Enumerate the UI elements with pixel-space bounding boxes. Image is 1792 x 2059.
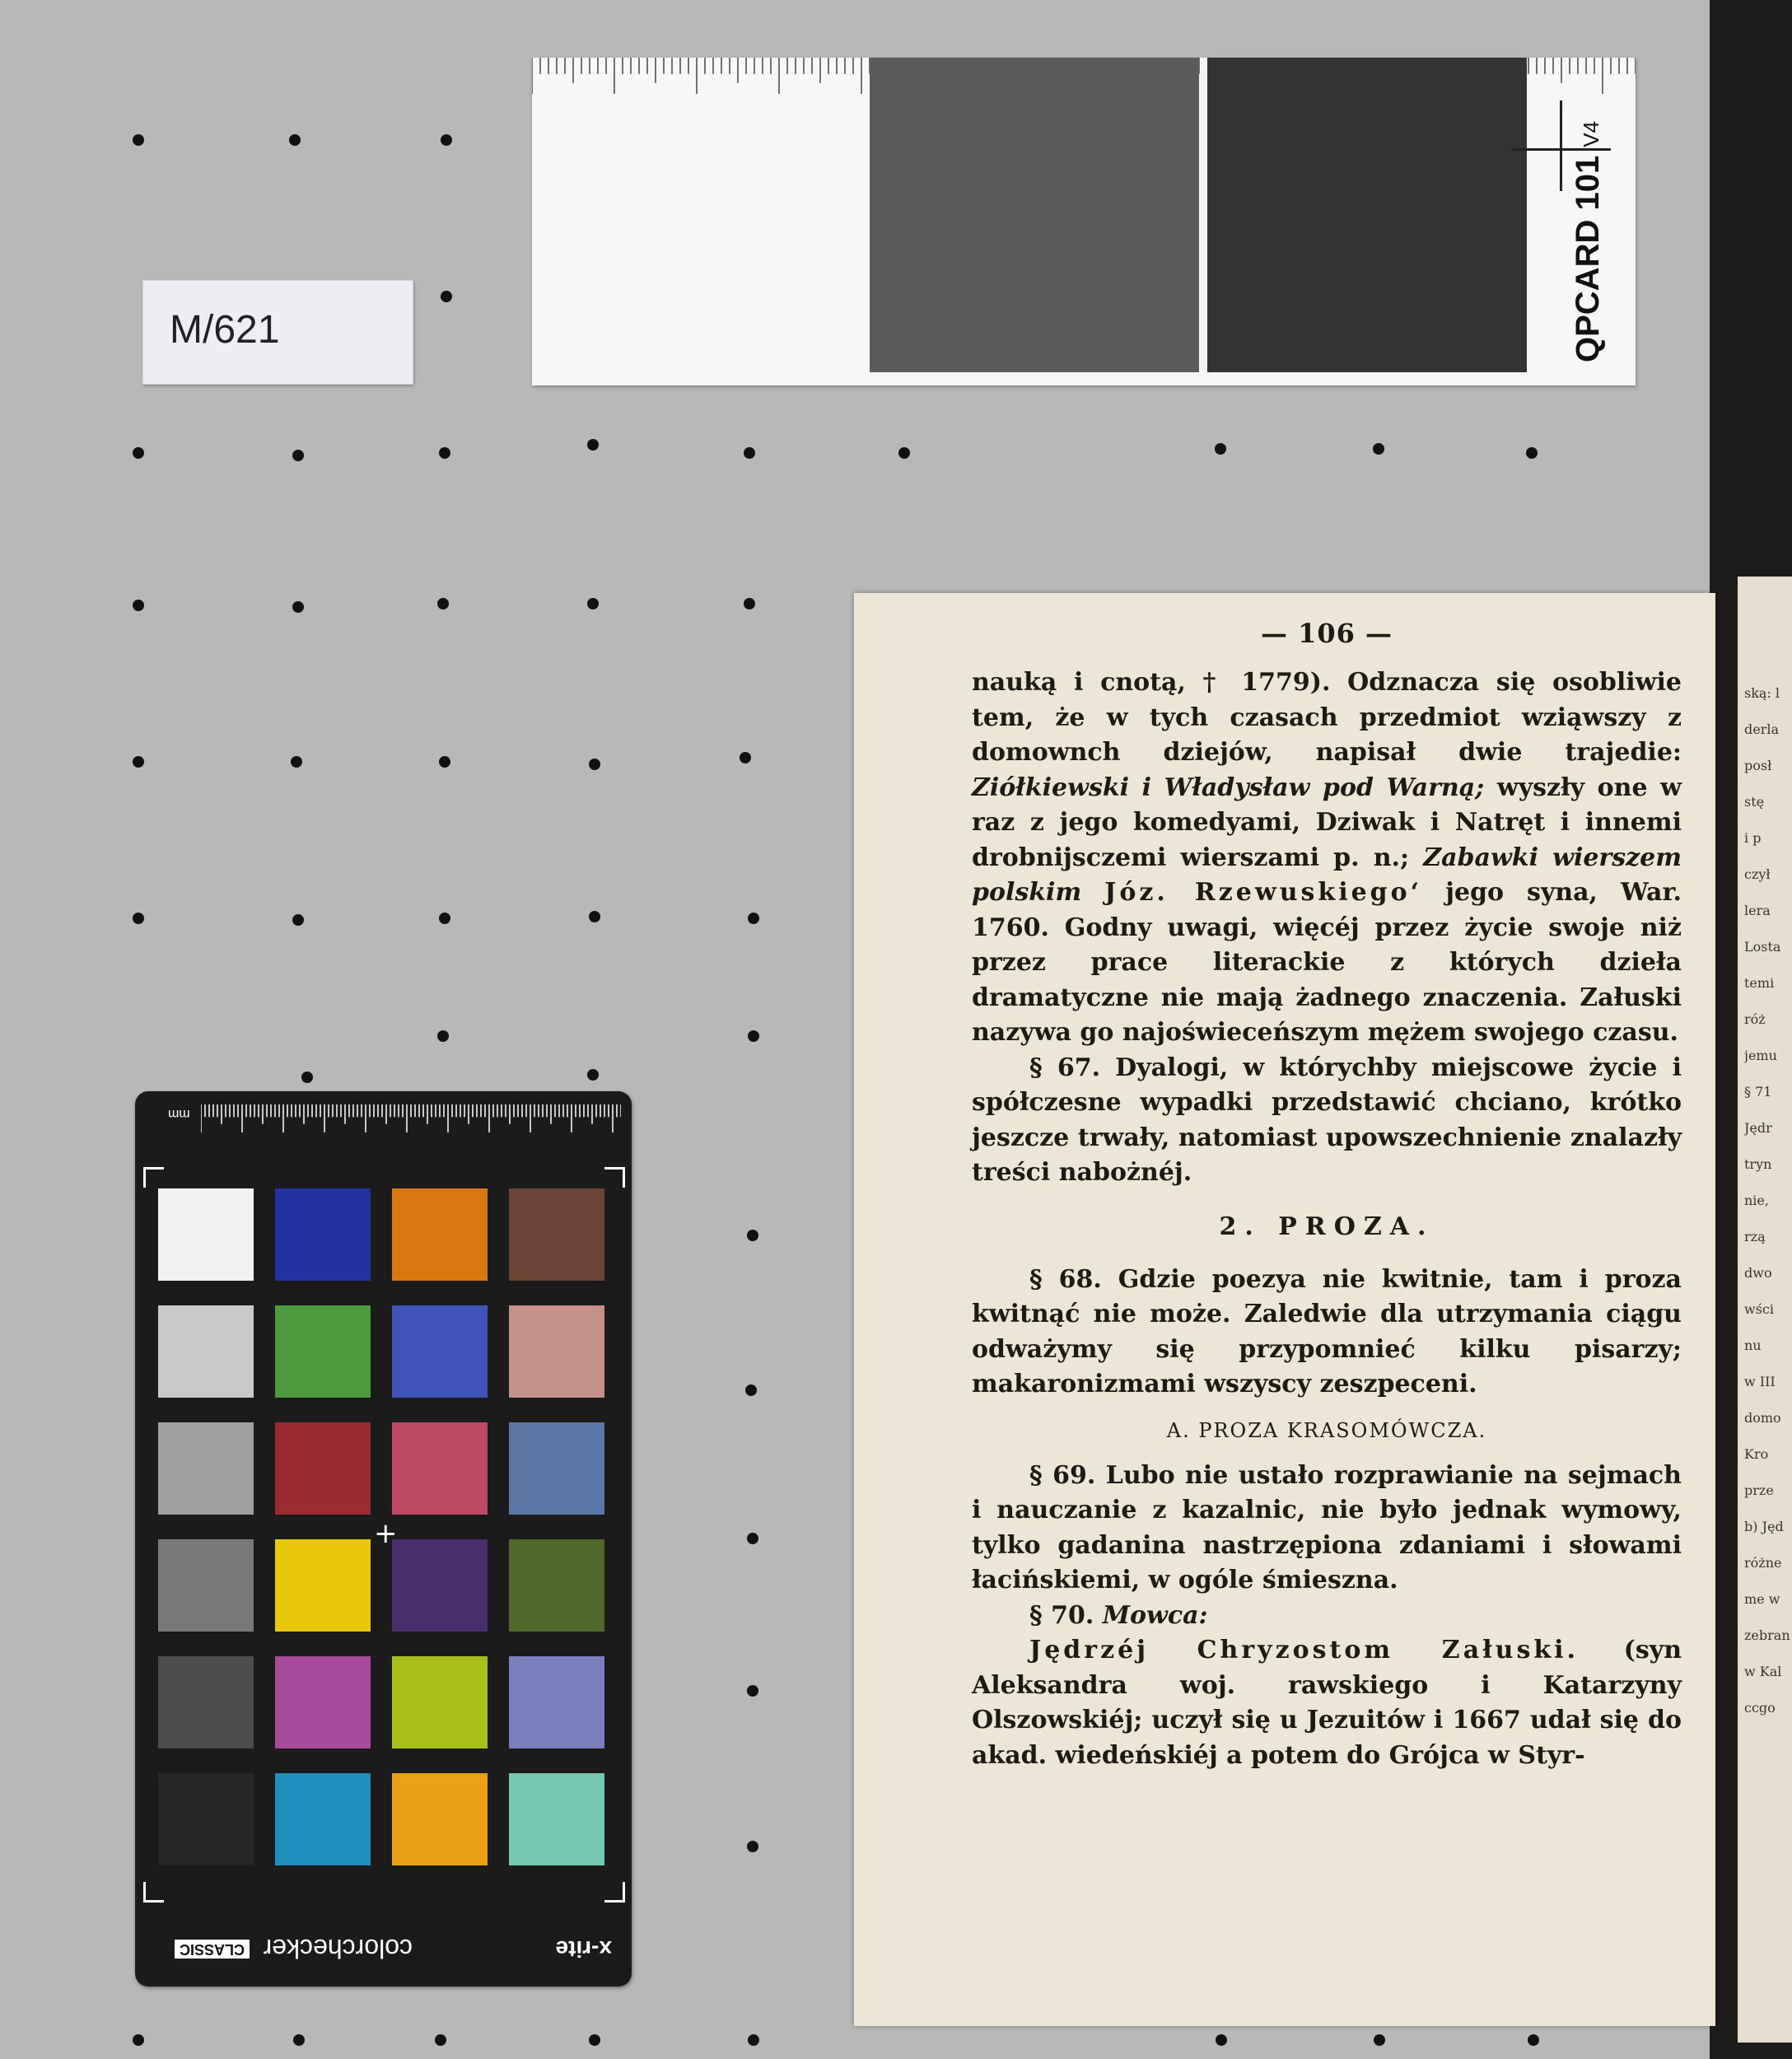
peg-hole <box>1526 447 1538 459</box>
crosshair-mark <box>1560 100 1562 191</box>
facing-page-line: nie, <box>1744 1193 1769 1208</box>
facing-page-line: dwo <box>1744 1265 1772 1281</box>
peg-hole <box>133 447 144 459</box>
color-swatch <box>275 1773 371 1865</box>
peg-hole <box>133 913 144 924</box>
peg-hole <box>441 134 452 146</box>
peg-hole <box>587 1069 599 1081</box>
facing-page-line: róż <box>1744 1011 1766 1027</box>
peg-hole <box>747 1230 758 1241</box>
color-swatch <box>158 1188 254 1281</box>
color-swatch <box>392 1656 488 1749</box>
color-swatch <box>392 1773 488 1865</box>
facing-page-line: czył <box>1744 866 1771 882</box>
facing-page-line: stę <box>1744 794 1765 810</box>
color-swatch <box>392 1305 488 1398</box>
gray-patch-divider <box>1201 58 1207 372</box>
gray-patch-dark <box>870 58 1199 372</box>
facing-page-line: § 71 <box>1744 1084 1772 1100</box>
color-swatch <box>158 1773 254 1865</box>
facing-page-line: temi <box>1744 975 1775 991</box>
colorchecker-card <box>135 1091 632 1987</box>
facing-page-line: prze <box>1744 1482 1774 1498</box>
facing-page-line: Losta <box>1744 939 1781 955</box>
paragraph-70-body: Jędrzéj Chryzostom Załuski. (syn Aleksandra woj. rawskiego i Katarzyny Olszowskiéj; uczył się u Jezuitów i 1667 udał się do akad. wiedeńskiéj a potem do Grójca w Styr- <box>972 1636 1682 1770</box>
color-swatch <box>509 1539 604 1632</box>
peg-hole <box>301 1072 313 1083</box>
color-swatch <box>158 1422 254 1515</box>
facing-page-line: rzą <box>1744 1229 1766 1244</box>
peg-hole <box>133 756 144 768</box>
facing-page-line: me w <box>1744 1591 1780 1607</box>
facing-page-line: Kro <box>1744 1446 1769 1462</box>
facing-page-line: lera <box>1744 903 1771 918</box>
peg-hole <box>744 598 755 609</box>
color-swatch <box>275 1188 371 1281</box>
frame-corner-br <box>604 1882 625 1903</box>
paragraph-1: nauką i cnotą, † 1779). Odznacza się osobliwie tem, że w tych czasach przedmiot wziąwszy z domownch dziejów, napisał dwie trajedie: Ziółkiewski i Władysław pod Warną; wyszły one w raz z jego komedyami, Dziwak i Natręt i innemi drobnijsczemi wierszami p. n.; Zabawki wierszem polskim Józ. Rzewuskiego‘ jego syna, War. 1760. Godny uwagi, więcéj przez życie swoje niż przez prace literackie z których dzieła dramatyczne nie mają żadnego znaczenia. Załuski nazywa go najoświeceńszym mężem swojego czasu. <box>972 668 1682 1047</box>
color-swatch <box>392 1422 488 1515</box>
page-number: — 106 — <box>1260 618 1393 649</box>
peg-hole <box>589 759 600 770</box>
peg-hole <box>292 601 304 613</box>
peg-hole <box>439 913 450 924</box>
qpcard-name: QPCARD 101 <box>1570 155 1606 362</box>
color-swatch <box>392 1539 488 1632</box>
peg-hole <box>439 447 450 459</box>
paragraph-69: § 69. Lubo nie ustało rozprawianie na sejmach i nauczanie z kazalnic, nie było jednak wymowy, tylko gadanina nastrzępiona zdaniami i słowami łacińskiemi, w ogóle śmieszna. <box>972 1460 1682 1594</box>
peg-hole <box>289 134 301 146</box>
peg-hole <box>898 447 910 459</box>
qpcard-gray-scale <box>532 58 1636 385</box>
color-swatch <box>275 1305 371 1398</box>
peg-hole <box>291 756 302 768</box>
facing-page-line: tryn <box>1744 1156 1772 1172</box>
peg-hole <box>133 2034 144 2046</box>
peg-hole <box>441 291 452 302</box>
peg-hole <box>1373 443 1384 455</box>
color-swatch <box>509 1773 604 1865</box>
peg-hole <box>1374 2034 1385 2046</box>
colorchecker-branding <box>156 1927 617 1968</box>
gray-patch-darker <box>1207 58 1527 372</box>
subsection-heading: A. PROZA KRASOMÓWCZA. <box>1166 1418 1487 1442</box>
peg-hole <box>1216 2034 1227 2046</box>
facing-page-line: ską: l <box>1744 685 1780 701</box>
catalog-number: M/621 <box>170 308 280 352</box>
peg-hole <box>437 598 449 609</box>
peg-hole <box>1528 2034 1539 2046</box>
classic-badge: CLASSIC <box>175 1940 250 1959</box>
color-swatch <box>158 1305 254 1398</box>
catalog-label <box>142 280 413 385</box>
peg-hole <box>293 2034 305 2046</box>
color-swatch <box>509 1656 604 1749</box>
peg-hole <box>439 756 450 768</box>
peg-hole <box>133 134 144 146</box>
facing-page-line: posł <box>1744 758 1772 773</box>
xrite-logo: x-rite <box>555 1936 612 1962</box>
peg-hole <box>587 598 599 609</box>
peg-hole <box>747 1533 758 1544</box>
peg-hole <box>747 1841 758 1852</box>
peg-hole <box>589 911 600 922</box>
facing-page-line: Jędr <box>1744 1120 1772 1136</box>
mm-label: mm <box>168 1107 190 1121</box>
facing-page-line: nu <box>1744 1338 1762 1353</box>
peg-hole <box>437 1030 449 1042</box>
frame-corner-bl <box>143 1882 164 1903</box>
page-body <box>972 618 1682 1773</box>
color-swatch <box>158 1539 254 1632</box>
facing-page-line: w Kal <box>1744 1664 1782 1679</box>
facing-page-line: wści <box>1744 1301 1774 1317</box>
qpcard-brand <box>1570 120 1619 379</box>
facing-page-line: w III <box>1744 1374 1776 1389</box>
color-swatch <box>275 1422 371 1515</box>
peg-hole <box>748 2034 759 2046</box>
color-swatch <box>392 1188 488 1281</box>
peg-hole <box>744 447 755 459</box>
peg-hole <box>1215 443 1226 455</box>
facing-page-line: różne <box>1744 1555 1782 1571</box>
facing-page-line: derla <box>1744 721 1780 737</box>
peg-hole <box>292 450 304 461</box>
facing-page-line: i p <box>1744 830 1762 846</box>
paragraph-68: § 68. Gdzie poezya nie kwitnie, tam i proza kwitnąć nie może. Zaledwie dla utrzymania ciągu odważymy się przypomnieć kilku pisarzy; makaronizmami wszyscy zeszpeceni. <box>972 1264 1682 1398</box>
section-heading: 2. PROZA. <box>1219 1212 1435 1241</box>
peg-hole <box>748 913 759 924</box>
center-cross-mark: + <box>374 1517 398 1550</box>
facing-page-line: zebran <box>1744 1627 1790 1643</box>
color-swatch <box>275 1539 371 1632</box>
peg-hole <box>435 2034 446 2046</box>
qpcard-version: V4 <box>1579 120 1603 147</box>
color-swatch <box>509 1422 604 1515</box>
facing-page-line: domo <box>1744 1410 1781 1426</box>
colorchecker-ruler <box>201 1104 621 1132</box>
peg-hole <box>740 752 751 763</box>
facing-page-line: b) Jęd <box>1744 1519 1784 1534</box>
frame-corner-tl <box>143 1167 164 1188</box>
peg-hole <box>748 1030 759 1042</box>
facing-page-text <box>1744 675 1792 1726</box>
color-swatch <box>509 1188 604 1281</box>
book-page <box>854 593 1715 2026</box>
peg-hole <box>587 439 599 451</box>
paragraph-70: § 70. Mowca: <box>1029 1600 1208 1630</box>
peg-hole <box>133 600 144 611</box>
frame-corner-tr <box>604 1167 625 1188</box>
facing-page-line: ccgo <box>1744 1700 1776 1716</box>
color-swatch <box>509 1305 604 1398</box>
peg-hole <box>745 1384 757 1396</box>
paragraph-67: § 67. Dyalogi, w którychby miejscowe życie i spółczesne wypadki przedstawić chciano, krótko jeszcze trwały, natomiast upowszechnienie znalazły treści nabożnéj. <box>972 1053 1682 1187</box>
color-swatch <box>158 1656 254 1749</box>
brand-name: colorchecker <box>263 1934 413 1963</box>
peg-hole <box>747 1685 758 1697</box>
color-swatch <box>275 1656 371 1749</box>
peg-hole <box>589 2034 600 2046</box>
facing-page-line: jemu <box>1744 1048 1777 1063</box>
peg-hole <box>292 914 304 926</box>
